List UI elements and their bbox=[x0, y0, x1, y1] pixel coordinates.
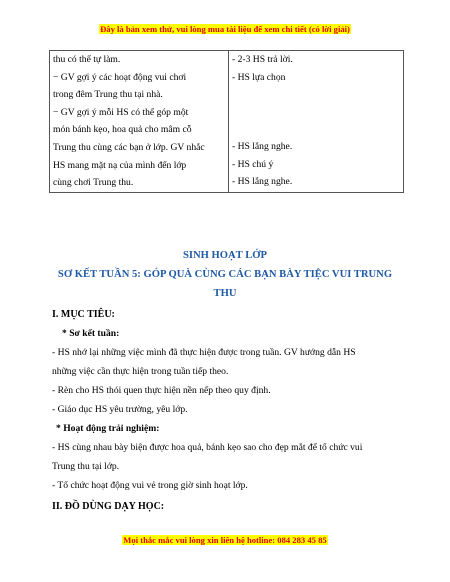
teacher-line: món bánh kẹo, hoa quả cho mâm cỗ bbox=[53, 124, 192, 136]
spacer bbox=[232, 86, 400, 138]
lesson-title bbox=[40, 265, 410, 303]
hotline-banner-text: Mọi thắc mắc vui lòng xin liên hệ hotline: 084 283 45 85 bbox=[123, 535, 327, 545]
preview-banner-text: Đây là bản xem thử, vui lòng mua tài liệu để xem chi tiết (có lời giải) bbox=[100, 24, 350, 34]
teacher-line: − GV gợi ý các hoạt động vui chơi bbox=[53, 71, 187, 83]
lesson-title-line: THU bbox=[213, 288, 237, 299]
paragraph-line: những việc cần thực hiện trong tuần tiếp theo. bbox=[52, 366, 229, 377]
objectives-heading: I. MỤC TIÊU: bbox=[52, 309, 115, 320]
paragraph-line: Trung thu tại lớp. bbox=[52, 461, 120, 472]
weekly-summary-subheading: * Sơ kết tuần: bbox=[62, 328, 120, 339]
preview-banner bbox=[0, 24, 450, 34]
objectives-section bbox=[52, 305, 402, 516]
lesson-title-line: SƠ KẾT TUẦN 5: GÓP QUÀ CÙNG CÁC BẠN BÀY TIỆC VUI TRUNG bbox=[57, 269, 393, 280]
section-title: SINH HOẠT LỚP bbox=[183, 250, 267, 261]
student-line: - HS lựa chọn bbox=[232, 71, 286, 83]
teacher-line: − GV gợi ý mỗi HS có thể góp một bbox=[53, 106, 189, 118]
paragraph-line: - HS nhớ lại những việc mình đã thực hiện được trong tuần. GV hướng dẫn HS bbox=[52, 347, 356, 358]
student-activity-cell bbox=[229, 51, 404, 193]
student-line: - HS lắng nghe. bbox=[232, 176, 293, 188]
table-row bbox=[50, 51, 404, 193]
student-line: - 2-3 HS trả lời. bbox=[232, 54, 293, 65]
paragraph-line: - HS cùng nhau bày biện được hoa quả, bánh kẹo sao cho đẹp mắt để tổ chức vui bbox=[52, 442, 363, 453]
student-line: - HS chú ý bbox=[232, 158, 274, 170]
paragraph-line: - Tổ chức hoạt động vui vẻ trong giờ sinh hoạt lớp. bbox=[52, 480, 248, 491]
teacher-line: trong đêm Trung thu tại nhà. bbox=[53, 89, 163, 101]
teacher-activity-cell bbox=[50, 51, 229, 193]
paragraph-line: - Rèn cho HS thói quen thực hiện nền nếp theo quy định. bbox=[52, 385, 271, 396]
experience-subheading: * Hoạt động trải nghiệm: bbox=[56, 423, 160, 434]
teacher-line: thu có thể tự làm. bbox=[53, 54, 121, 65]
hotline-banner bbox=[0, 535, 450, 545]
teacher-line: cùng chơi Trung thu. bbox=[53, 177, 134, 189]
teacher-line: Trung thu cùng các bạn ở lớp. GV nhắc bbox=[53, 141, 205, 153]
teacher-line: HS mang mặt nạ của mình đến lớp bbox=[53, 159, 187, 171]
paragraph-line: - Giáo dục HS yêu trường, yêu lớp. bbox=[52, 404, 188, 415]
lesson-table bbox=[49, 50, 404, 193]
student-line: - HS lắng nghe. bbox=[232, 141, 293, 153]
materials-heading: II. ĐỒ DÙNG DẠY HỌC: bbox=[52, 501, 165, 512]
